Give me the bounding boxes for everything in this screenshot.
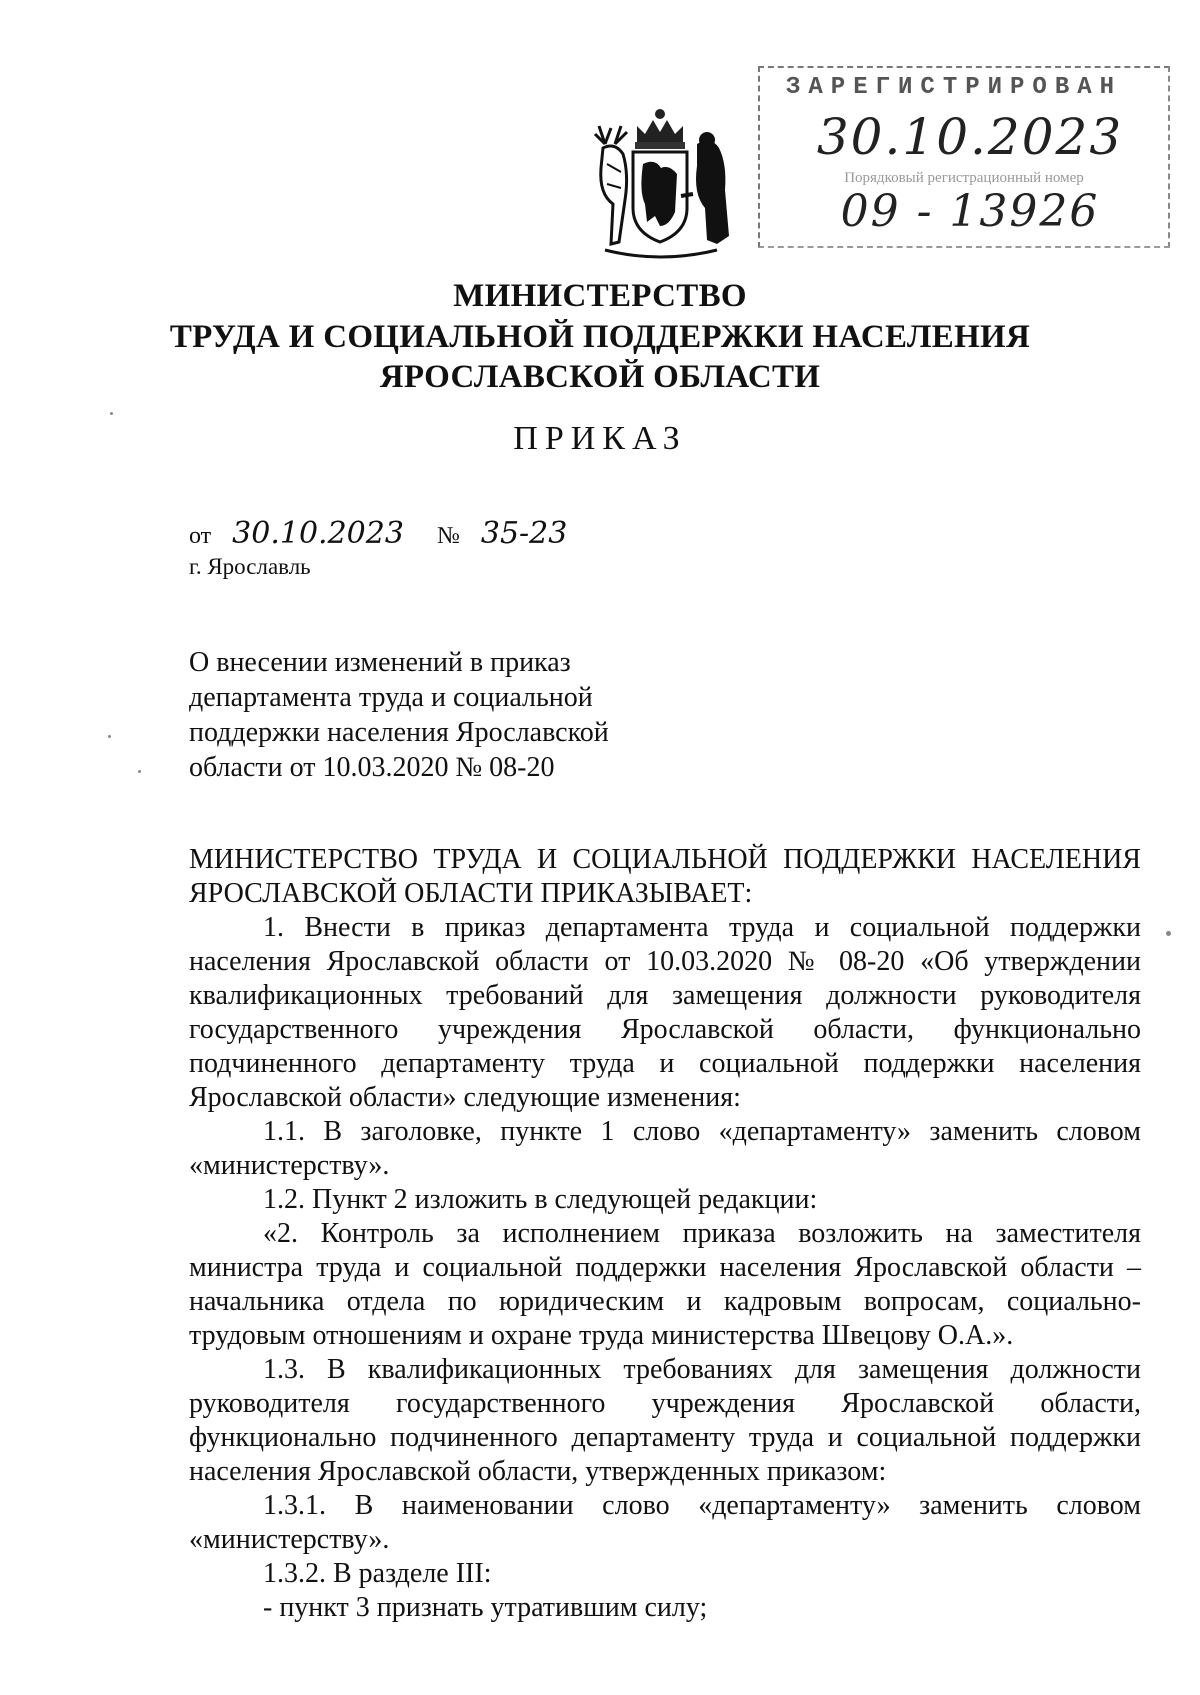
stamp-title: ЗАРЕГИСТРИРОВАН <box>786 74 1123 101</box>
document-type-title: ПРИКАЗ <box>513 420 687 457</box>
scan-speck <box>1166 931 1171 936</box>
clause-1-2-text: «2. Контроль за исполнением приказа возложить на заместителя министра труда и социальной поддержки населения Ярославской области – начальника отдела по юридическим и кадровым вопросам, социально-трудовым отношениям и охране труда министерства Швецову О.А.». <box>189 1218 1141 1351</box>
order-date-line <box>189 516 567 551</box>
scan-speck <box>108 735 111 738</box>
order-subject <box>189 645 649 785</box>
registration-stamp <box>758 66 1170 248</box>
org-name-line-2: ТРУДА И СОЦИАЛЬНОЙ ПОДДЕРЖКИ НАСЕЛЕНИЯ <box>169 319 1031 355</box>
order-date-label: от <box>189 523 212 549</box>
org-name-line-3: ЯРОСЛАВСКОЙ ОБЛАСТИ <box>379 359 821 395</box>
subject-line: поддержки населения Ярославской <box>189 717 609 748</box>
order-number: 35-23 <box>480 516 568 551</box>
clause-1-3: 1.3. В квалификационных требованиях для замещения должности руководителя государственного учреждения Ярославской области, функционально подчиненного департаменту труда и социальной поддержки населения Ярославской области, утвержденных приказом: <box>189 1354 1141 1487</box>
order-number-label: № <box>436 523 460 549</box>
clause-1-3-1: 1.3.1. В наименовании слово «департаменту» заменить словом «министерству». <box>189 1490 1141 1555</box>
clause-1-1: 1.1. В заголовке, пункте 1 слово «департаменту» заменить словом «министерству». <box>189 1116 1141 1181</box>
coat-of-arms-emblem <box>585 104 735 259</box>
stamp-registration-number: 09 - 13926 <box>840 186 1100 237</box>
subject-line: области от 10.03.2020 № 08-20 <box>189 752 555 783</box>
subject-line: департамента труда и социальной <box>189 682 593 713</box>
order-city: г. Ярославль <box>189 554 311 579</box>
subject-line: О внесении изменений в приказ <box>189 647 571 678</box>
clause-1: 1. Внести в приказ департамента труда и социальной поддержки населения Ярославской области от 10.03.2020 № 08-20 «Об утверждении квалификационных требований для замещения должности руководителя государственного учреждения Ярославской области, функционально подчиненного департаменту труда и социальной поддержки населения Ярославской области» следующие изменения: <box>189 912 1141 1113</box>
scan-speck <box>110 412 113 415</box>
order-body <box>189 843 1141 1625</box>
clause-1-2: 1.2. Пункт 2 изложить в следующей редакции: <box>263 1184 818 1215</box>
scan-speck <box>138 770 141 773</box>
org-name-line-1: МИНИСТЕРСТВО <box>453 278 747 314</box>
clause-item: - пункт 3 признать утратившим силу; <box>263 1592 708 1623</box>
order-intro: МИНИСТЕРСТВО ТРУДА И СОЦИАЛЬНОЙ ПОДДЕРЖКИ НАСЕЛЕНИЯ ЯРОСЛАВСКОЙ ОБЛАСТИ ПРИКАЗЫВАЕТ: <box>189 844 1141 909</box>
stamp-caption: Порядковый регистрационный номер <box>844 170 1084 186</box>
stamp-registration-date: 30.10.2023 <box>816 108 1124 166</box>
order-date: 30.10.2023 <box>232 516 404 551</box>
clause-1-3-2: 1.3.2. В разделе III: <box>263 1558 492 1589</box>
